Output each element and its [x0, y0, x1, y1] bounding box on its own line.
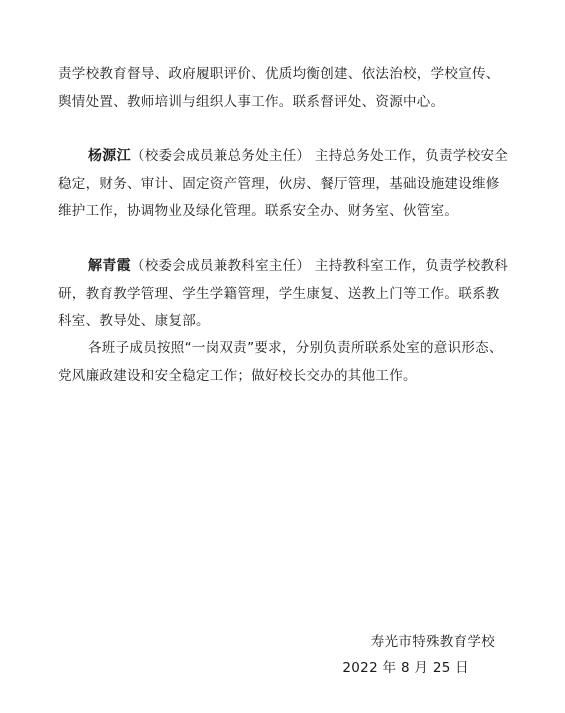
person-role: （校委会成员兼教科室主任）	[130, 258, 311, 274]
paragraph-yang-yuanjiang	[58, 143, 510, 226]
paragraph-general-duties	[58, 335, 510, 390]
person-name: 杨源江	[88, 148, 131, 164]
paragraph-text: 各班子成员按照“一岗双责”要求，分别负责所联系处室的意识形态、党风廉政建设和安全稳定工作；做好校长交办的其他工作。	[58, 340, 503, 384]
person-name: 解青霞	[88, 258, 131, 274]
paragraph-text: 主持教科室工作，负责学校教科研，教育教学管理、学生学籍管理，学生康复、送教上门等工作。联系教科室、教导处、康复部。	[58, 258, 509, 329]
paragraph-xie-qingxia	[58, 253, 510, 336]
person-role: （校委会成员兼总务处主任）	[130, 148, 311, 164]
footer-organization: 寿光市特殊教育学校	[370, 634, 495, 650]
paragraph-text: 主持总务处工作，负责学校安全稳定，财务、审计、固定资产管理，伙房、餐厅管理，基础设施建设维修维护工作，协调物业及绿化管理。联系安全办、财务室、伙管室。	[58, 148, 509, 219]
paragraph-duties-continued	[58, 61, 510, 116]
paragraph-text: 责学校教育督导、政府履职评价、优质均衡创建、依法治校，学校宣传、舆情处置、教师培训与组织人事工作。联系督评处、资源中心。	[58, 66, 500, 110]
footer-date: 2022 年 8 月 25 日	[342, 660, 469, 676]
